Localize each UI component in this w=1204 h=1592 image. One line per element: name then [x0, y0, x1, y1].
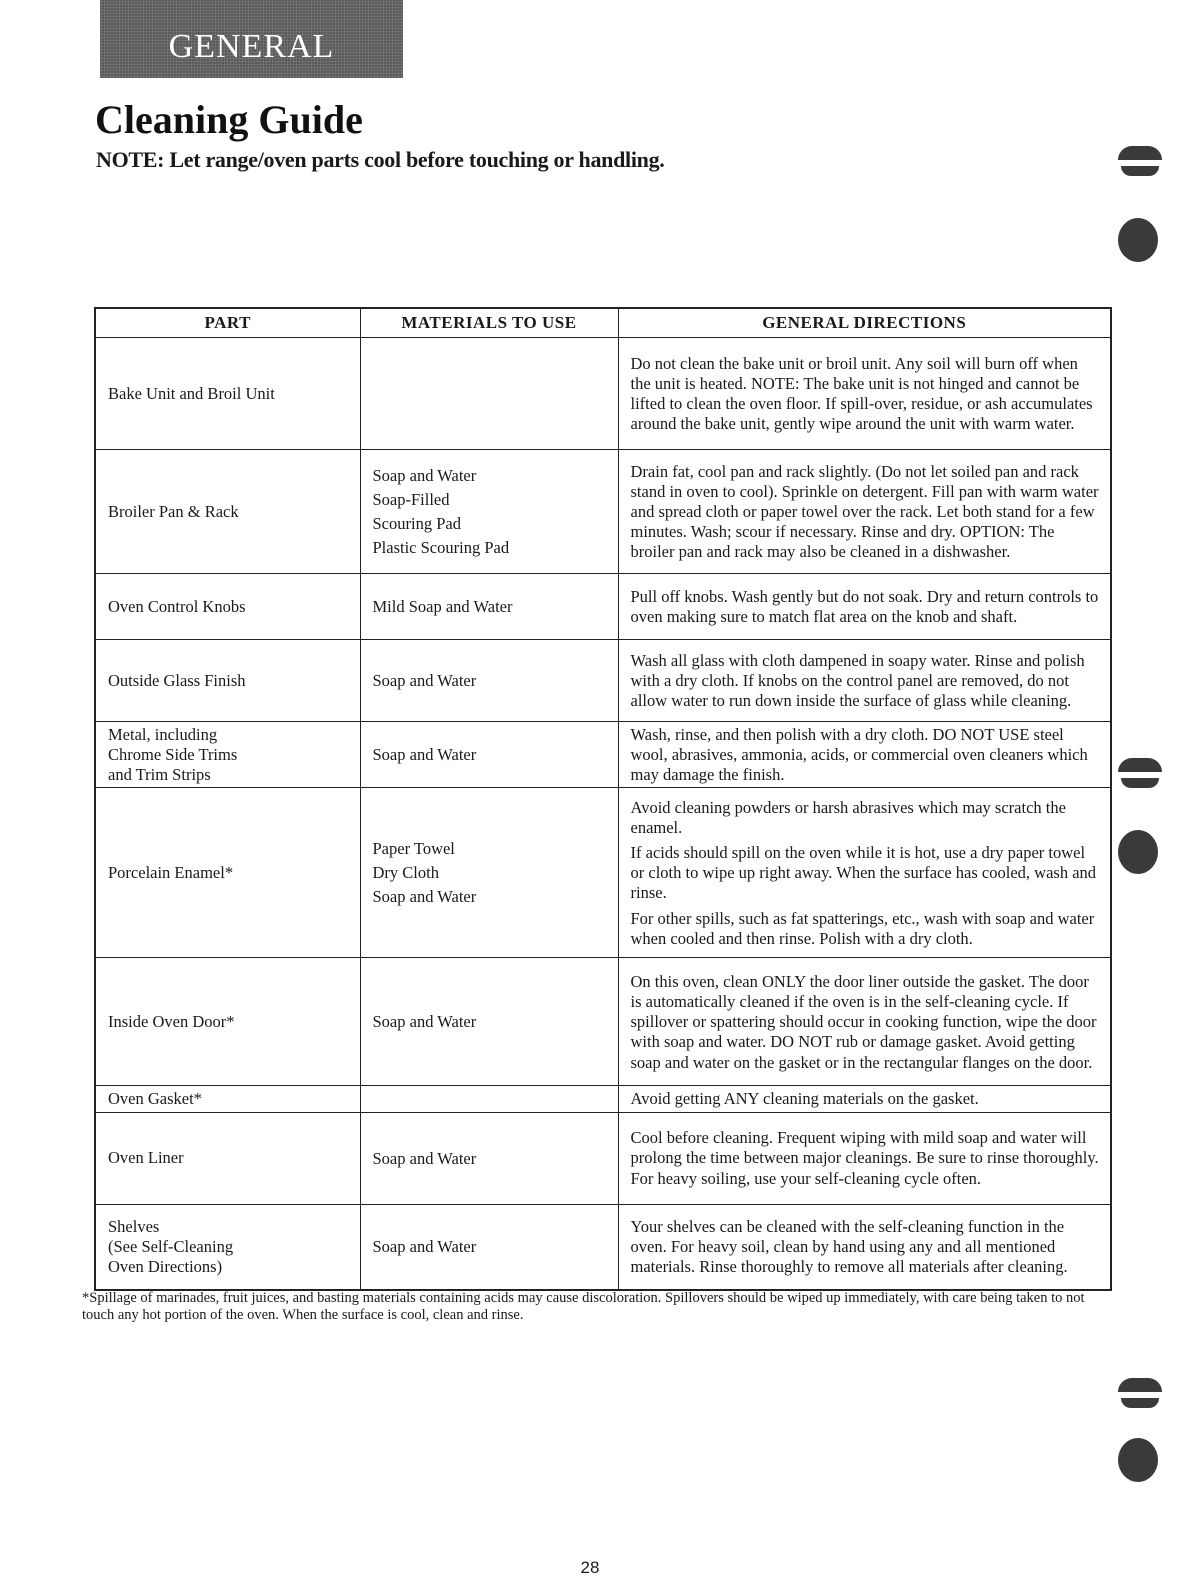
- part-line: Oven Control Knobs: [108, 596, 246, 616]
- materials-cell: [360, 338, 618, 450]
- part-cell: [95, 640, 360, 722]
- part-cell: [95, 1086, 360, 1112]
- directions-cell: [618, 338, 1111, 450]
- header-part: PART: [95, 308, 360, 338]
- table-row: [95, 722, 1111, 788]
- page-title: Cleaning Guide: [95, 97, 363, 142]
- part-line: Oven Directions): [108, 1257, 223, 1277]
- material-item: Soap and Water: [372, 1012, 477, 1032]
- table-row: [95, 958, 1111, 1086]
- part-line: (See Self-Cleaning: [108, 1237, 234, 1257]
- table-row: [95, 1112, 1111, 1204]
- direction-paragraph: Pull off knobs. Wash gently but do not soak. Dry and return controls to oven making sure to match flat area on the knob and shaft.: [630, 586, 1099, 626]
- binder-hole-mark: [1118, 830, 1162, 874]
- materials-cell: [360, 788, 618, 958]
- directions-cell: [618, 722, 1111, 788]
- direction-paragraph: Avoid cleaning powders or harsh abrasives which may scratch the enamel.: [630, 797, 1066, 838]
- materials-cell: [360, 1086, 618, 1112]
- part-line: and Trim Strips: [108, 765, 211, 785]
- material-item: Paper Towel: [372, 839, 455, 859]
- materials-cell: [360, 958, 618, 1086]
- binder-hole-mark: [1118, 218, 1162, 262]
- direction-paragraph: Wash, rinse, and then polish with a dry cloth. DO NOT USE steel wool, abrasives, ammonia, acids, or commercial oven cleaners which may damage the finish.: [630, 725, 1088, 785]
- materials-cell: [360, 1112, 618, 1204]
- material-item: Soap and Water: [372, 887, 477, 907]
- table-row: [95, 788, 1111, 958]
- part-line: Porcelain Enamel*: [108, 863, 234, 883]
- section-banner-label: GENERAL: [168, 28, 335, 65]
- direction-paragraph: Avoid getting ANY cleaning materials on the gasket.: [630, 1089, 979, 1109]
- directions-cell: [618, 574, 1111, 640]
- footnote: *Spillage of marinades, fruit juices, and basting materials containing acids may cause discoloration. Spillovers should be wiped up immediately, with care being taken to not touch any hot portion of the oven. When the surface is cool, clean and rinse.: [82, 1290, 1085, 1323]
- material-item: Soap and Water: [372, 1148, 477, 1168]
- part-cell: [95, 1112, 360, 1204]
- directions-cell: [618, 450, 1111, 574]
- material-item: Dry Cloth: [372, 863, 439, 883]
- part-cell: [95, 338, 360, 450]
- material-item: Soap and Water: [372, 671, 477, 691]
- part-line: Shelves: [108, 1217, 160, 1237]
- direction-paragraph: If acids should spill on the oven while it is hot, use a dry paper towel or cloth to wipe up right away. When the surface has cooled, wash and rinse.: [630, 843, 1097, 903]
- part-line: Broiler Pan & Rack: [108, 501, 239, 521]
- direction-paragraph: For other spills, such as fat spatterings, etc., wash with soap and water when cooled and then rinse. Polish with a dry cloth.: [630, 908, 1095, 948]
- directions-cell: [618, 958, 1111, 1086]
- part-line: Chrome Side Trims: [108, 745, 238, 765]
- part-cell: [95, 788, 360, 958]
- binder-tab-mark: [1118, 146, 1162, 176]
- direction-paragraph: Cool before cleaning. Frequent wiping with mild soap and water will prolong the time between major cleanings. Be sure to rinse thoroughly. For heavy soiling, use your self-cleaning cycle often.: [630, 1128, 1099, 1188]
- part-cell: [95, 574, 360, 640]
- material-item: Soap and Water: [372, 745, 477, 765]
- header-materials: MATERIALS TO USE: [360, 308, 618, 338]
- table-row: [95, 338, 1111, 450]
- direction-paragraph: Wash all glass with cloth dampened in soapy water. Rinse and polish with a dry cloth. If knobs on the control panel are removed, do not allow water to run down inside the surface of glass while cleaning.: [630, 650, 1085, 711]
- materials-cell: [360, 574, 618, 640]
- directions-cell: [618, 640, 1111, 722]
- page-number: 28: [580, 1558, 600, 1577]
- part-line: Oven Liner: [108, 1148, 184, 1168]
- material-item: Soap and Water: [372, 1237, 477, 1257]
- table-row: [95, 574, 1111, 640]
- safety-note: NOTE: Let range/oven parts cool before touching or handling.: [96, 147, 665, 172]
- binder-hole-mark: [1118, 1438, 1162, 1482]
- part-cell: [95, 958, 360, 1086]
- table-row: [95, 1204, 1111, 1290]
- part-line: Metal, including: [108, 725, 218, 744]
- part-cell: [95, 722, 360, 788]
- table-header-row: [95, 308, 1111, 338]
- directions-cell: [618, 788, 1111, 958]
- part-line: Outside Glass Finish: [108, 670, 246, 690]
- materials-cell: [360, 1204, 618, 1290]
- material-item: Plastic Scouring Pad: [372, 537, 510, 557]
- direction-paragraph: On this oven, clean ONLY the door liner outside the gasket. The door is automatically cleaned if the oven is in the self-cleaning cycle. If spillover or spattering should occur in cooking function, wipe the door with soap and water. DO NOT rub or damage gasket. Avoid getting soap and water on the gasket or in the rectangular flanges on the door.: [630, 972, 1097, 1072]
- directions-cell: [618, 1204, 1111, 1290]
- direction-paragraph: Do not clean the bake unit or broil unit. Any soil will burn off when the unit is heated. NOTE: The bake unit is not hinged and cannot be lifted to clean the oven floor. If spill-over, residue, or ash accumulates around the bake unit, gently wipe around the unit with warm water.: [630, 353, 1093, 434]
- binder-tab-mark: [1118, 758, 1162, 788]
- table-row: [95, 1086, 1111, 1112]
- cleaning-guide-table: [94, 307, 1112, 1291]
- material-item: Soap and Water: [372, 466, 477, 486]
- part-line: Bake Unit and Broil Unit: [108, 383, 275, 403]
- directions-cell: [618, 1086, 1111, 1112]
- part-line: Oven Gasket*: [108, 1089, 202, 1109]
- part-cell: [95, 450, 360, 574]
- material-item: Mild Soap and Water: [372, 597, 513, 617]
- table-row: [95, 640, 1111, 722]
- part-line: Inside Oven Door*: [108, 1012, 235, 1032]
- direction-paragraph: Your shelves can be cleaned with the self-cleaning function in the oven. For heavy soil, clean by hand using any and all mentioned materials. Rinse thoroughly to remove all materials after cleaning.: [630, 1217, 1068, 1277]
- part-cell: [95, 1204, 360, 1290]
- table-row: [95, 450, 1111, 574]
- direction-paragraph: Drain fat, cool pan and rack slightly. (Do not let soiled pan and rack stand in oven to cool). Sprinkle on detergent. Fill pan with warm water and spread cloth or paper towel over the rack. Let both stand for a few minutes. Wash; scour if necessary. Rinse and dry. OPTION: The broiler pan and rack may also be cleaned in a dishwasher.: [630, 461, 1099, 562]
- material-item: Soap-Filled: [372, 490, 450, 510]
- materials-cell: [360, 450, 618, 574]
- header-directions: GENERAL DIRECTIONS: [618, 308, 1111, 338]
- materials-cell: [360, 640, 618, 722]
- directions-cell: [618, 1112, 1111, 1204]
- section-banner: [100, 0, 403, 78]
- material-item: Scouring Pad: [372, 514, 461, 533]
- binder-tab-mark: [1118, 1378, 1162, 1408]
- materials-cell: [360, 722, 618, 788]
